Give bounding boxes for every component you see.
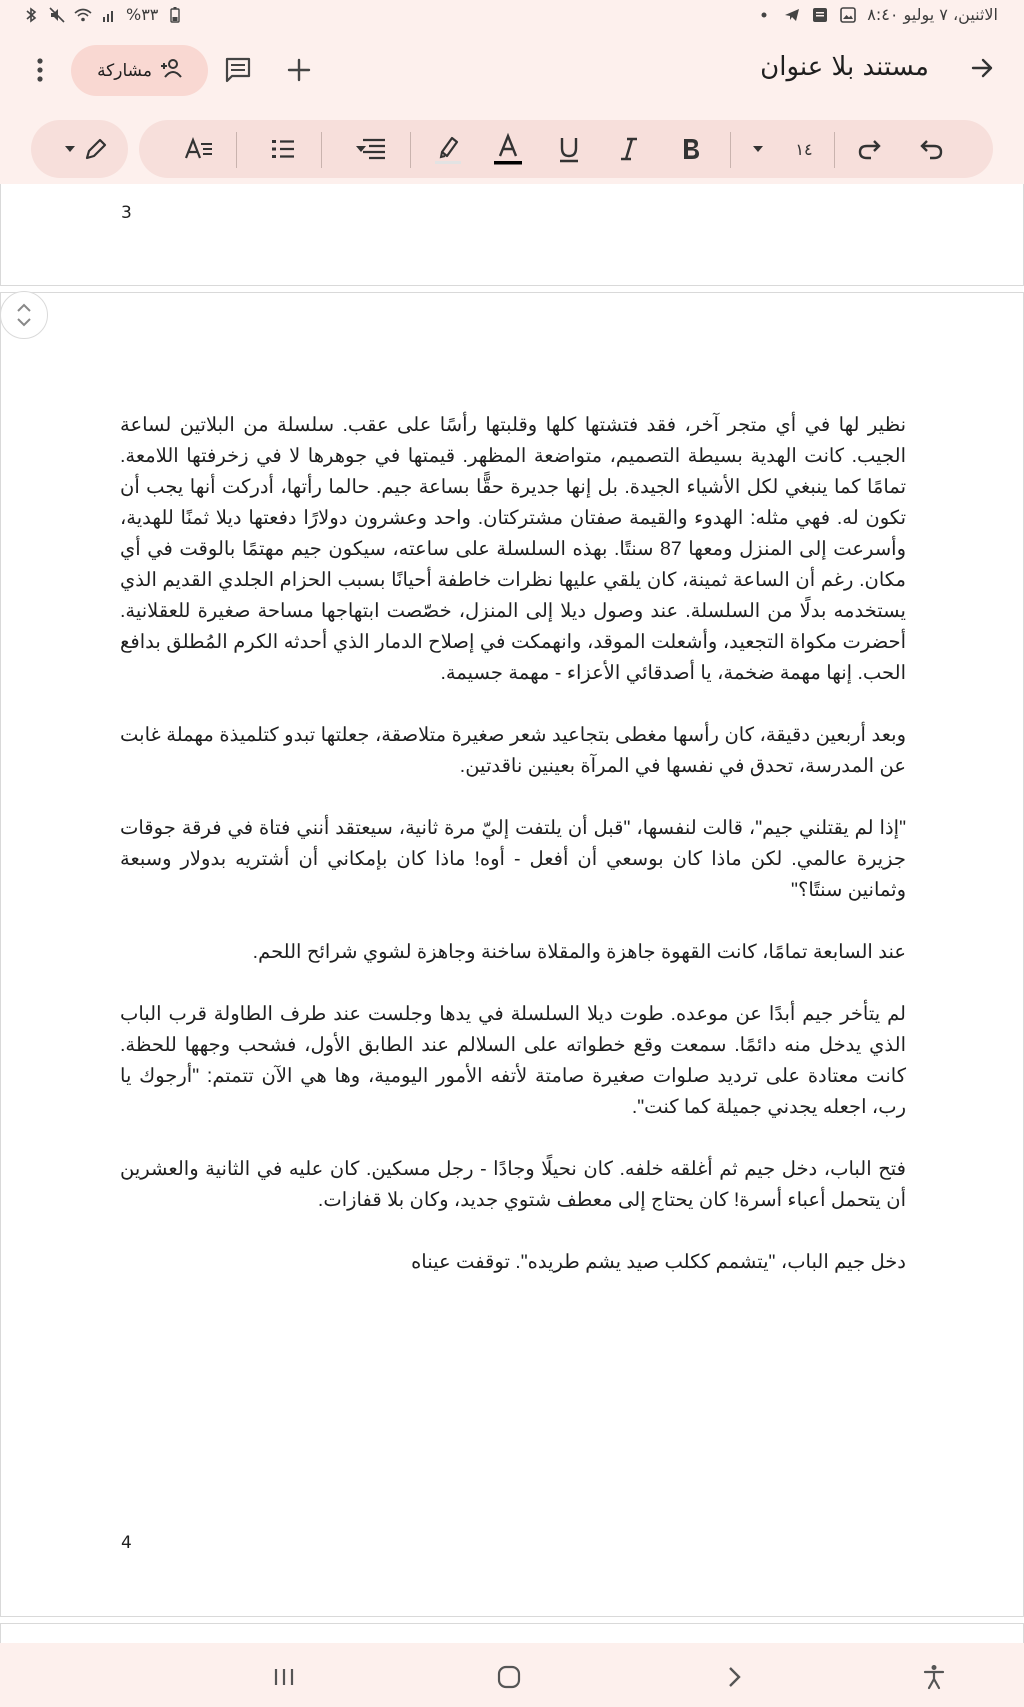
undo-icon[interactable]: [910, 120, 952, 178]
home-icon[interactable]: [489, 1657, 529, 1697]
status-bar: [0, 0, 1024, 32]
status-left: [22, 5, 184, 24]
more-vert-icon[interactable]: [20, 50, 60, 90]
share-button[interactable]: [71, 45, 208, 96]
page-number: 4: [121, 1533, 132, 1553]
formatting-toolbar: [0, 108, 1024, 184]
page-3: [0, 184, 1024, 286]
paragraph[interactable]: وبعد أربعين دقيقة، كان رأسها مغطى بتجاعيد شعر صغيرة متلاصقة، جعلتها تبدو كتلميذة مهملة غابت عن المدرسة، تحدق في نفسها في المرآة بعينين ناقدتين.: [120, 724, 906, 777]
dot-icon: [755, 6, 773, 24]
battery-icon: [166, 6, 184, 24]
back-icon[interactable]: [714, 1657, 754, 1697]
paragraph[interactable]: "إذا لم يقتلني جيم"، قالت لنفسها، "قبل أن يلتفت إليّ مرة ثانية، سيعتقد أنني فتاة في فرقة جوقات جزيرة عالمي. لكن ماذا كان بوسعي أن أفعل - أوه! ماذا كان بإمكاني أن أشتريه بدولار وسبعة وثمانين سنتًا؟": [120, 817, 906, 901]
redo-icon[interactable]: [849, 120, 891, 178]
toolbar-separator: [321, 132, 322, 168]
recents-icon[interactable]: [264, 1657, 304, 1697]
comment-icon[interactable]: [218, 50, 258, 90]
italic-icon[interactable]: [608, 120, 650, 178]
font-size-dropdown-icon[interactable]: [737, 120, 779, 178]
paragraph[interactable]: دخل جيم الباب، "يتشمم ككلب صيد يشم طريده". توقفت عيناه: [411, 1251, 906, 1273]
text-color-icon[interactable]: [487, 120, 529, 178]
system-nav-bar: [0, 1643, 1024, 1707]
add-icon[interactable]: [279, 50, 319, 90]
bluetooth-icon: [22, 6, 40, 24]
document-body[interactable]: [120, 410, 906, 1309]
paragraph[interactable]: نظير لها في أي متجر آخر، فقد فتشتها كلها وقلبتها رأسًا على عقب. سلسلة من البلاتين لساعة الجيب. كانت الهدية بسيطة التصميم، متواضعة المظهر. قيمتها في جوهرها لا في زخرفتها اللامعة. تمامًا كما ينبغي لكل الأشياء الجيدة. بل إنها جديرة حقًّا بساعة جيم. حالما رأتها، أدركت أنها يجب أن تكون له. فهي مثله: الهدوء والقيمة صفتان مشتركتان. واحد وعشرون دولارًا دفعتها ديلا ثمنًا للهدية، وأسرعت إلى المنزل ومعها 87 سنتًا. بهذه السلسلة على ساعته، سيكون جيم مهتمًا بالوقت في أي مكان. رغم أن الساعة ثمينة، كان يلقي عليها نظرات خاطفة أحيانًا بسبب الحزام الجلدي القديم الذي يستخدمه بدلًا من السلسلة. عند وصول ديلا إلى المنزل، خصّصت ابتهاجها مساحة صغيرة للعقلانية. أحضرت مكواة التجعيد، وأشعلت الموقد، وانهمكت في إصلاح الدمار الذي أحدثه الكرم المُطلق بدافع الحب. إنها مهمة ضخمة، يا أصدقائي الأعزاء - مهمة جسيمة.: [120, 414, 906, 684]
paragraph[interactable]: فتح الباب، دخل جيم ثم أغلقه خلفه. كان نحيلًا وجادًا - رجل مسكين. كان عليه في الثانية والعشرين أن يتحمل أعباء أسرة! كان يحتاج إلى معطف شتوي جديد، وكان بلا قفازات.: [120, 1158, 906, 1211]
battery-percent: %٣٣: [126, 5, 159, 24]
app-bar: [0, 32, 1024, 108]
message-icon: [811, 6, 829, 24]
signal-icon: [100, 6, 118, 24]
telegram-icon: [783, 6, 801, 24]
toolbar-separator: [236, 132, 237, 168]
back-arrow-icon[interactable]: [964, 50, 1000, 86]
mute-icon: [48, 6, 66, 24]
toolbar-separator: [410, 132, 411, 168]
paragraph[interactable]: لم يتأخر جيم أبدًا عن موعده. طوت ديلا السلسلة في يدها وجلست عند طرف الطاولة قرب الباب الذي يدخل منه دائمًا. سمعت وقع خطواته على السلالم عند الطابق الأول، فشحب وجهها للحظة. كانت معتادة على ترديد صلوات صغيرة صامتة لأتفه الأمور اليومية، وها هي الآن تتمتم: "أرجوك يا رب، اجعله يجدني جميلة كما كنت".: [120, 1003, 906, 1118]
edit-mode-icon[interactable]: [75, 120, 117, 178]
datetime: الاثنين، ٧ يوليو ٨:٤٠: [867, 5, 998, 24]
collapse-expand-button[interactable]: [0, 291, 48, 339]
status-right: [755, 5, 998, 24]
toolbar-separator: [730, 132, 731, 168]
toolbar-separator: [834, 132, 835, 168]
add-person-icon: [160, 58, 182, 83]
gallery-icon: [839, 6, 857, 24]
highlight-icon[interactable]: [427, 120, 469, 178]
share-label: مشاركة: [97, 60, 152, 81]
bold-icon[interactable]: [670, 120, 712, 178]
list-icon[interactable]: [262, 120, 304, 178]
text-format-icon[interactable]: [178, 120, 220, 178]
wifi-icon: [74, 6, 92, 24]
align-icon[interactable]: [353, 120, 395, 178]
font-size-value[interactable]: ١٤: [795, 139, 813, 159]
paragraph[interactable]: عند السابعة تمامًا، كانت القهوة جاهزة والمقلاة ساخنة وجاهزة لشوي شرائح اللحم.: [252, 941, 906, 963]
document-title[interactable]: مستند بلا عنوان: [760, 52, 929, 82]
underline-icon[interactable]: [548, 120, 590, 178]
accessibility-icon[interactable]: [914, 1657, 954, 1697]
page-number: 3: [121, 203, 132, 223]
